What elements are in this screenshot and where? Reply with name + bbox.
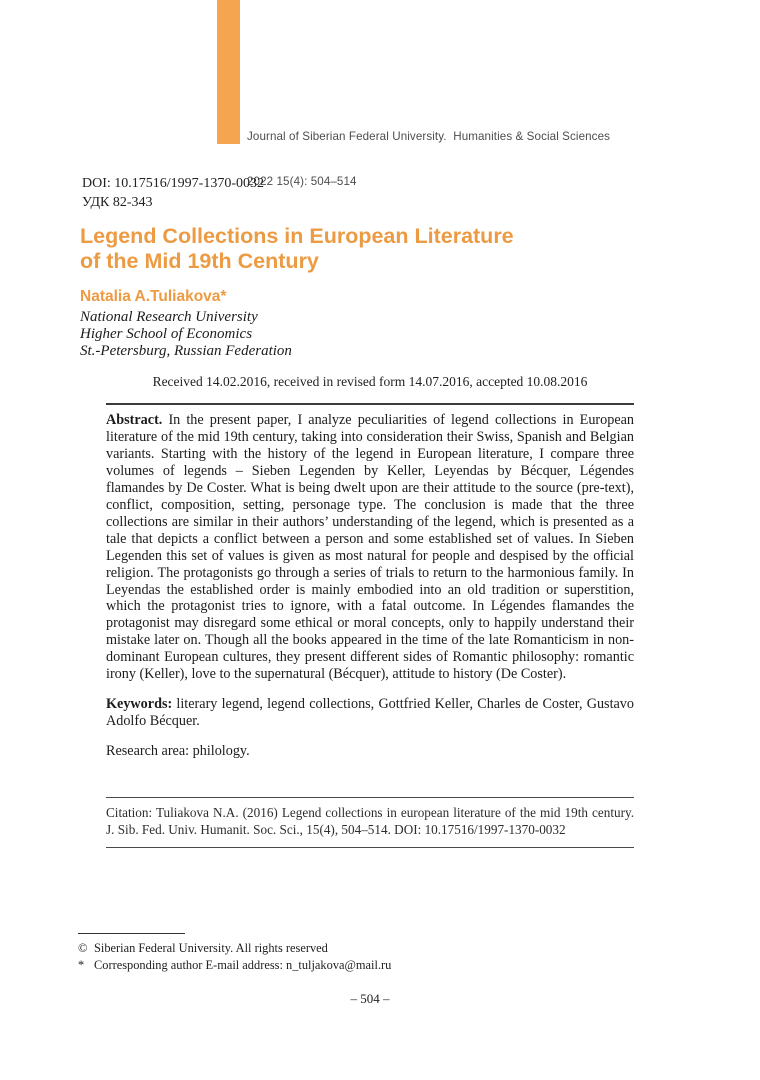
received-dates: Received 14.02.2016, received in revised form 14.07.2016, accepted 10.08.2016 [152,374,588,389]
asterisk-marker: * [78,957,85,972]
affiliation-line-3: St.-Petersburg, Russian Federation [80,343,292,359]
title-line-2: of the Mid 19th Century [80,249,319,273]
copyright-icon: © [78,941,88,955]
doi-line: DOI: 10.17516/1997-1370-0032 [82,176,264,191]
keywords-text: literary legend, legend collections, Gottfried Keller, Charles de Coster, Gustavo Adolfo Bécquer. [106,696,634,730]
research-area: Research area: philology. [106,743,250,760]
title-line-1: Legend Collections in European Literature [80,224,514,248]
footnotes [78,933,508,973]
abstract-text: In the present paper, I analyze peculiarities of legend collections in European literature of the mid 19th century, taking into consideration their Swiss, Spanish and Belgian variants. Starting with the history of the legend in European literature, I compare three volumes of legends – Sieben Legenden by Keller, Leyendas by Bécquer, Légendes flamandes by De Coster. What is being dwelt upon are their attitude to the source (pre-text), conflict, composition, setting, personage type. The conclusion is made that the three collections are similar in their authors’ understanding of the legend, which is presented as a tale that depicts a conflict between a person and some established set of values. In Sieben Legenden this set of values is given as most natural for people and despised by the official religion. The protagonists go through a series of trials to return to the harmonious family. In Leyendas the established order is mainly embodied into an old tradition or superstition, which the protagonist tries to ignore, with a fatal outcome. In Légendes flamandes the protagonist may disregard some ethical or moral concepts, only to happily understand their mistake later on. Though all the books appeared in the time of the late Romanticism in non-dominant European cultures, they present different sides of Romantic philosophy: romantic irony (Keller), love to the supernatural (Bécquer), attitude to history (De Coster). [106,412,635,683]
article-meta [82,175,264,212]
citation-block: Citation: Tuliakova N.A. (2016) Legend collections in european literature of the mid 19th century. J. Sib. Fed. Univ. Humanit. Soc. Sci., 15(4), 504–514. DOI: 10.17516/1997-1370-0032 [106,797,634,848]
author-name: Natalia A.Tuliakova* [80,288,227,305]
udc-line: УДК 82-343 [82,194,153,210]
page-number: – 504 – [350,991,390,1006]
footnote-divider [78,933,185,934]
corresponding-author-text: Corresponding author E-mail address: n_tuljakova@mail.ru [94,957,392,972]
abstract-section [106,403,634,773]
author-affiliation [80,309,292,360]
keywords-paragraph [106,696,634,730]
copyright-text: Siberian Federal University. All rights reserved [94,941,328,955]
journal-title-line: Journal of Siberian Federal University. Humanities & Social Sciences [247,130,611,143]
accent-bar [217,0,240,144]
page-title [80,224,640,274]
keywords-label: Keywords: [106,696,173,713]
journal-issue-line: 2022 15(4): 504–514 [247,175,357,188]
copyright-line [78,940,508,957]
corresponding-author-line [78,957,508,974]
abstract-paragraph [106,412,634,683]
affiliation-line-2: Higher School of Economics [80,326,253,342]
journal-header [247,99,610,219]
abstract-label: Abstract. [106,412,163,428]
affiliation-line-1: National Research University [80,309,258,325]
